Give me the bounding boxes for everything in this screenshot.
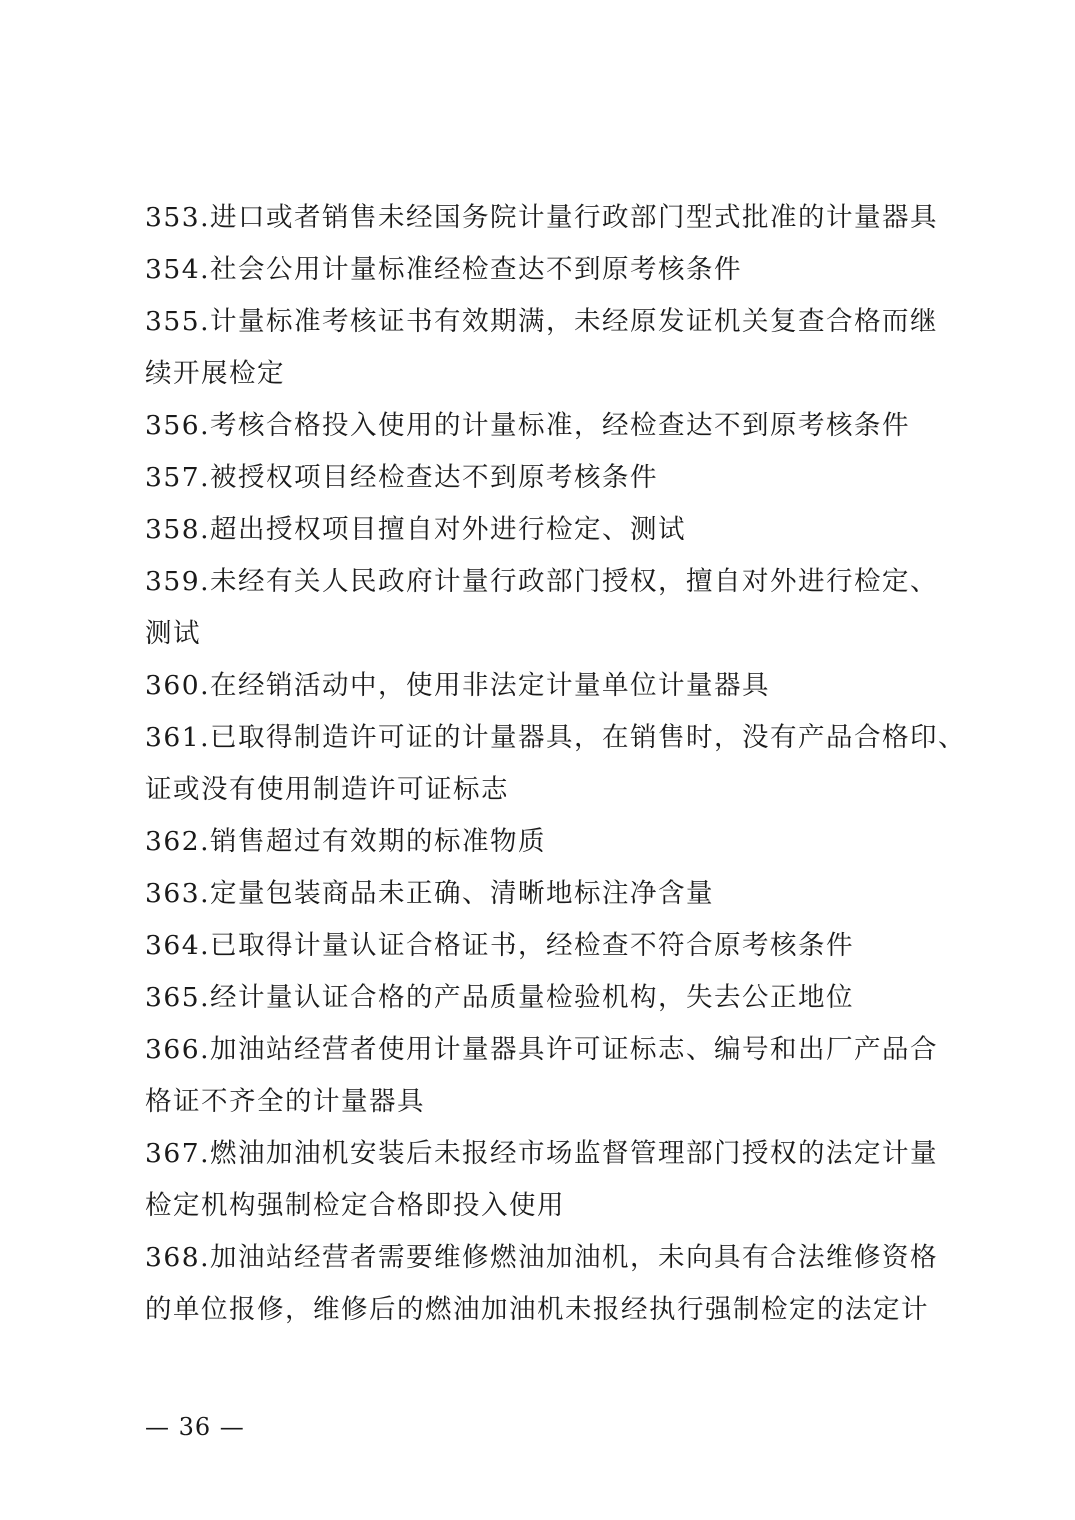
text-line: 366.加油站经营者使用计量器具许可证标志、编号和出厂产品合 <box>145 1034 939 1065</box>
text-line: 364.已取得计量认证合格证书，经检查不符合原考核条件 <box>145 930 855 961</box>
text-line: 357.被授权项目经检查达不到原考核条件 <box>145 462 659 493</box>
text-line: 361.已取得制造许可证的计量器具，在销售时，没有产品合格印、 <box>145 722 967 753</box>
text-line: 355.计量标准考核证书有效期满，未经原发证机关复查合格而继 <box>145 306 939 337</box>
text-line: 检定机构强制检定合格即投入使用 <box>145 1190 565 1221</box>
text-line: 359.未经有关人民政府计量行政部门授权，擅自对外进行检定、 <box>145 566 939 597</box>
text-line: 368.加油站经营者需要维修燃油加油机，未向具有合法维修资格 <box>145 1242 939 1273</box>
text-line: 续开展检定 <box>145 358 285 389</box>
text-line: 的单位报修，维修后的燃油加油机未报经执行强制检定的法定计 <box>145 1294 929 1325</box>
text-line: 353.进口或者销售未经国务院计量行政部门型式批准的计量器具 <box>145 202 939 233</box>
text-line: 格证不齐全的计量器具 <box>145 1086 425 1117</box>
page-number: — 36 — <box>145 1413 245 1441</box>
text-line: 证或没有使用制造许可证标志 <box>145 774 509 805</box>
text-line: 356.考核合格投入使用的计量标准，经检查达不到原考核条件 <box>145 410 911 441</box>
text-line: 365.经计量认证合格的产品质量检验机构，失去公正地位 <box>145 982 855 1013</box>
text-line: 367.燃油加油机安装后未报经市场监督管理部门授权的法定计量 <box>145 1138 939 1169</box>
text-line: 363.定量包装商品未正确、清晰地标注净含量 <box>145 878 715 909</box>
text-line: 354.社会公用计量标准经检查达不到原考核条件 <box>145 254 743 285</box>
text-line: 360.在经销活动中，使用非法定计量单位计量器具 <box>145 670 771 701</box>
document-body <box>145 192 967 1336</box>
text-line: 362.销售超过有效期的标准物质 <box>145 826 547 857</box>
text-line: 358.超出授权项目擅自对外进行检定、测试 <box>145 514 687 545</box>
text-line: 测试 <box>145 618 201 649</box>
